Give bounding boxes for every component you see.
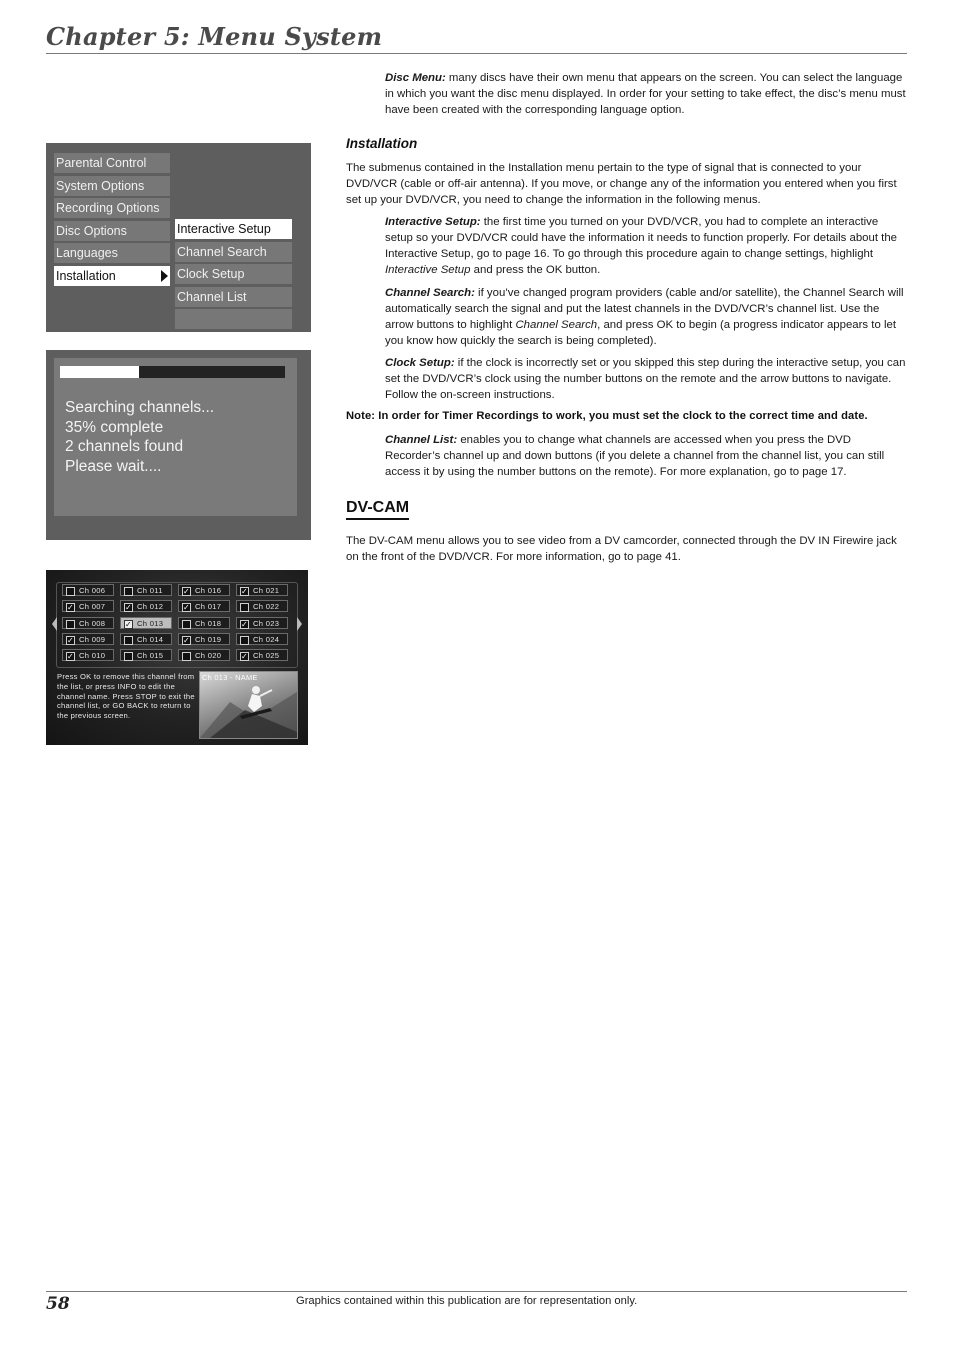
interactive-setup-text-b: and press the OK button. — [470, 264, 601, 276]
channel-cell[interactable] — [178, 617, 230, 629]
checkbox-empty-icon[interactable] — [182, 652, 191, 661]
channel-search-text-a: if you’ve changed program providers (cable and/or satellite), the Channel Search will automatically search the signal and put the latest channels in the DVD/VCR’s channel list. Use the arrow buttons to highlight — [385, 287, 904, 331]
checkbox-checked-icon[interactable]: ✓ — [67, 603, 75, 613]
channel-label: Ch 008 — [79, 618, 106, 628]
clock-setup-term: Clock Setup: — [385, 357, 455, 369]
disc-menu-text: many discs have their own menu that appears on the screen. You can select the language in which you want the disc menu displayed. In order for your setting to take effect, the disc’s menu must have been created with the corresponding language option. — [385, 72, 906, 116]
search-status-line: Searching channels... — [65, 399, 215, 416]
checkbox-empty-icon[interactable] — [124, 652, 133, 661]
channel-label: Ch 017 — [195, 602, 222, 612]
interactive-setup-paragraph — [385, 214, 909, 278]
submenu-item[interactable]: Channel List — [175, 287, 292, 307]
channel-cell[interactable] — [178, 633, 230, 645]
channel-cell[interactable] — [236, 584, 288, 596]
checkbox-empty-icon[interactable] — [124, 636, 133, 645]
installation-heading: Installation — [346, 136, 418, 151]
channel-label: Ch 009 — [79, 634, 106, 644]
search-status-text — [65, 398, 214, 476]
interactive-setup-term: Interactive Setup: — [385, 216, 481, 228]
search-status-line: 35% complete — [65, 418, 164, 436]
page-number: 58 — [46, 1294, 70, 1314]
submenu-arrow-icon — [161, 270, 168, 282]
progress-fill — [60, 366, 139, 378]
checkbox-checked-icon[interactable]: ✓ — [241, 652, 249, 662]
channel-label: Ch 021 — [253, 586, 280, 595]
disc-menu-term: Disc Menu: — [385, 72, 446, 84]
channel-list-screenshot — [46, 570, 308, 745]
checkbox-checked-icon[interactable]: ✓ — [183, 635, 191, 645]
checkbox-checked-icon[interactable]: ✓ — [183, 603, 191, 613]
channel-cell[interactable] — [62, 617, 114, 629]
right-arrow-icon — [297, 617, 302, 631]
header-rule — [46, 53, 907, 54]
channel-cell[interactable] — [62, 584, 114, 596]
checkbox-empty-icon[interactable] — [124, 587, 133, 596]
preview-label: Ch 013 - NAME — [202, 673, 258, 682]
channel-label: Ch 015 — [137, 651, 164, 661]
progress-bar — [60, 366, 285, 378]
chapter-title: Chapter 5: Menu System — [46, 22, 383, 51]
channel-search-term: Channel Search: — [385, 287, 475, 299]
submenu-item[interactable] — [175, 309, 292, 329]
channel-search-italic: Channel Search — [515, 319, 598, 331]
channel-cell[interactable] — [120, 600, 172, 612]
channel-search-paragraph — [385, 285, 909, 349]
channel-label: Ch 025 — [253, 651, 280, 661]
footer-rule — [46, 1291, 907, 1292]
checkbox-empty-icon[interactable] — [66, 620, 75, 629]
clock-setup-paragraph — [385, 355, 909, 403]
channel-cell[interactable] — [236, 617, 288, 629]
disc-menu-paragraph — [385, 70, 909, 118]
channel-cell[interactable] — [236, 649, 288, 661]
checkbox-checked-icon[interactable]: ✓ — [183, 587, 191, 596]
installation-intro: The submenus contained in the Installation menu pertain to the type of signal that is connected to your DVD/VCR (cable or off-air antenna). If you move, or change any of the information you entered when you first set up your DVD/VCR, you need to change the information in the following menus. — [346, 162, 897, 206]
checkbox-checked-icon[interactable]: ✓ — [67, 652, 75, 662]
channel-cell[interactable] — [120, 649, 172, 661]
submenu-item[interactable]: Channel Search — [175, 242, 292, 262]
channel-cell[interactable] — [178, 584, 230, 596]
channel-label: Ch 007 — [79, 602, 106, 612]
channel-cell[interactable] — [236, 633, 288, 645]
menu-item[interactable]: Parental Control — [54, 153, 170, 173]
channel-label: Ch 010 — [79, 651, 106, 661]
channel-label: Ch 019 — [195, 634, 222, 644]
channel-search-text-b: , and press OK to begin (a progress indicator appears to let you know how quickly the search is being completed). — [385, 319, 896, 347]
checkbox-checked-icon[interactable]: ✓ — [241, 587, 249, 596]
channel-help-text: Press OK to remove this channel from the list, or press INFO to edit the channel name. Press STOP to exit the channel list, or GO BACK to return to the previous screen. — [57, 672, 195, 721]
channel-list-text: enables you to change what channels are accessed when you press the DVD Recorder’s channel up and down buttons (if you delete a channel from the channel list, you can still access it by using the number buttons on the remote). For more explanation, go to page 17. — [385, 434, 885, 478]
menu-item[interactable]: Languages — [54, 243, 170, 263]
channel-cell[interactable] — [62, 633, 114, 645]
channel-label: Ch 011 — [137, 586, 163, 595]
checkbox-checked-icon[interactable]: ✓ — [67, 635, 75, 645]
channel-label: Ch 024 — [253, 634, 280, 644]
interactive-setup-text-a: the first time you turned on your DVD/VCR, you had to complete an interactive setup so your DVD/VCR could have the information it needs to function properly. For details about the Interactive Setup, go to page 16. To go through this procedure again to change settings, highlight — [385, 216, 898, 260]
checkbox-empty-icon[interactable] — [240, 636, 249, 645]
submenu-item[interactable]: Clock Setup — [175, 264, 292, 284]
channel-cell[interactable] — [62, 600, 114, 612]
channel-cell[interactable] — [178, 649, 230, 661]
channel-label: Ch 018 — [195, 618, 222, 628]
clock-setup-text: if the clock is incorrectly set or you skipped this step during the interactive setup, you can set the DVD/VCR’s clock using the number buttons on the remote and the arrow buttons to navigate. Follow the on-screen instructions. — [385, 357, 906, 401]
left-arrow-icon — [52, 617, 57, 631]
menu-item[interactable]: Disc Options — [54, 221, 170, 241]
channel-preview — [199, 671, 298, 739]
checkbox-empty-icon[interactable] — [240, 603, 249, 612]
channel-cell[interactable] — [120, 584, 172, 596]
channel-label: Ch 023 — [253, 618, 280, 628]
menu-item[interactable]: Installation — [54, 266, 170, 286]
channel-label: Ch 006 — [79, 586, 106, 595]
checkbox-empty-icon[interactable] — [182, 620, 191, 629]
checkbox-checked-icon[interactable]: ✓ — [241, 619, 249, 629]
channel-label: Ch 020 — [195, 651, 222, 661]
channel-label: Ch 016 — [195, 586, 222, 595]
footer-note: Graphics contained within this publication are for representation only. — [296, 1295, 638, 1307]
channel-cell[interactable] — [236, 600, 288, 612]
search-status-line: Please wait.... — [65, 457, 162, 475]
menu-screenshot — [46, 143, 311, 332]
channel-label: Ch 013 — [137, 618, 164, 628]
search-dialog — [54, 358, 297, 516]
interactive-setup-italic: Interactive Setup — [385, 264, 471, 276]
checkbox-checked-icon[interactable]: ✓ — [125, 603, 133, 613]
channel-list-term: Channel List: — [385, 434, 458, 446]
dvcam-heading: DV-CAM — [346, 498, 409, 520]
menu-item[interactable]: System Options — [54, 176, 170, 196]
checkbox-checked-icon[interactable]: ✓ — [125, 619, 133, 629]
submenu-item[interactable]: Interactive Setup — [175, 219, 292, 239]
search-status-line: 2 channels found — [65, 438, 184, 455]
channel-cell[interactable] — [120, 617, 172, 629]
channel-label: Ch 014 — [137, 634, 164, 644]
channel-cell[interactable] — [120, 633, 172, 645]
timer-note: Note: In order for Timer Recordings to work, you must set the clock to the correct time and date. — [346, 410, 868, 422]
checkbox-empty-icon[interactable] — [66, 587, 75, 596]
channel-label: Ch 012 — [137, 602, 164, 612]
channel-search-screenshot — [46, 350, 311, 540]
channel-label: Ch 022 — [253, 602, 280, 612]
channel-cell[interactable] — [178, 600, 230, 612]
menu-item[interactable]: Recording Options — [54, 198, 170, 218]
dvcam-paragraph: The DV-CAM menu allows you to see video from a DV camcorder, connected through the DV IN Firewire jack on the front of the DVD/VCR. For more information, go to page 41. — [346, 535, 897, 563]
channel-list-paragraph — [385, 432, 909, 480]
channel-cell[interactable] — [62, 649, 114, 661]
